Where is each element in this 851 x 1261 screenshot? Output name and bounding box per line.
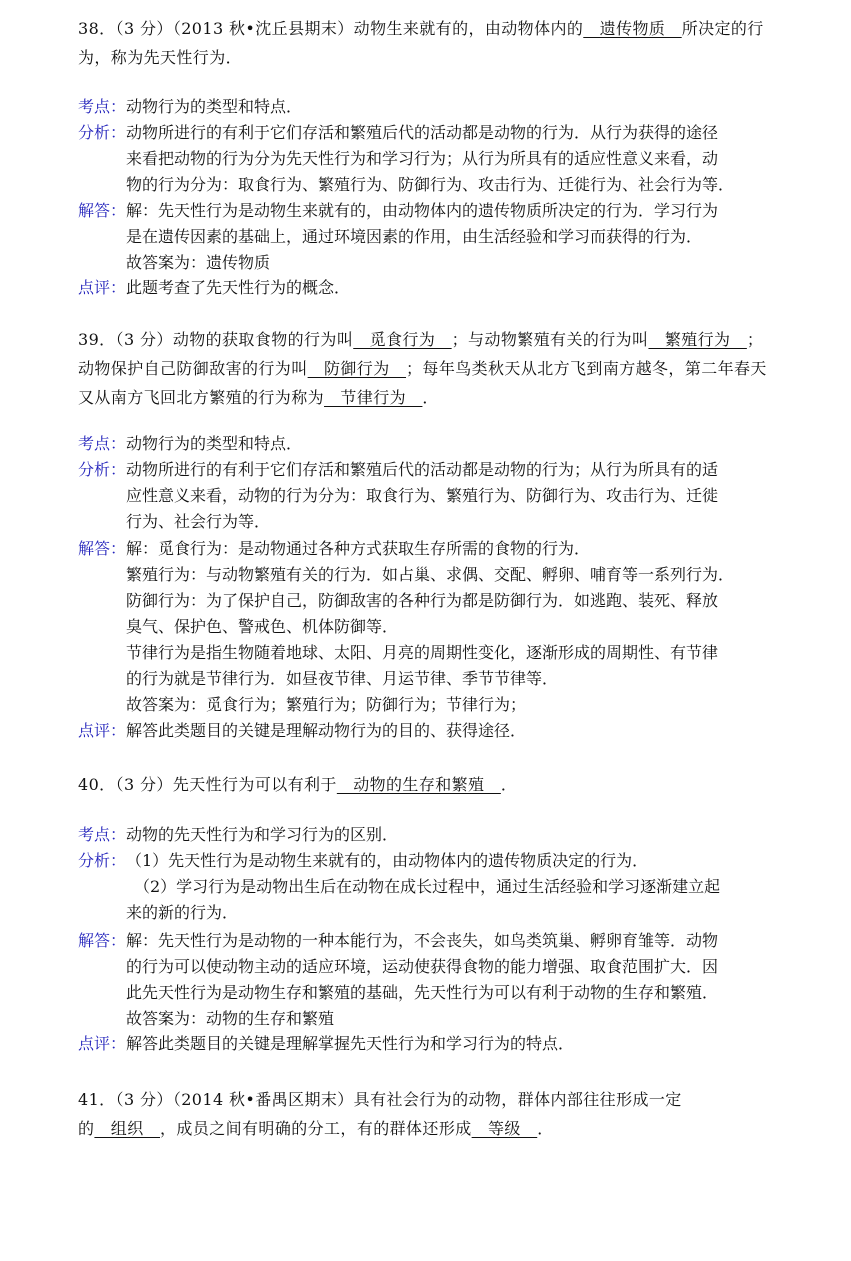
fenxi-line: （2）学习行为是动物出生后在动物在成长过程中，通过生活经验和学习逐渐建立起 — [134, 877, 721, 896]
fenxi-line: 动物所进行的有利于它们存活和繁殖后代的活动都是动物的行为．从行为获得的途径 — [126, 123, 719, 142]
stem-text: 38．（3 分）（2013 秋•沈丘县期末）动物生来就有的，由动物体内的 — [78, 19, 584, 38]
q39-fenxi — [78, 457, 778, 535]
stem-text: ；与动物繁殖有关的行为叫 — [451, 330, 649, 349]
question-40-stem — [78, 770, 778, 799]
fenxi-line: 来看把动物的行为分为先天性行为和学习行为；从行为所具有的适应性意义来看，动 — [126, 149, 719, 168]
q38-dianping — [78, 275, 778, 301]
dianping-label: 点评： — [78, 278, 127, 297]
answer-blank: 遗传物质 — [583, 19, 682, 38]
question-39-stem — [78, 325, 778, 412]
jieda-line: 故答案为：动物的生存和繁殖 — [126, 1009, 335, 1028]
q39-jieda — [78, 536, 778, 718]
question-38-stem — [78, 14, 778, 72]
answer-blank: 觅食行为 — [353, 330, 452, 349]
q40-kaodian — [78, 822, 778, 848]
jieda-label: 解答： — [78, 201, 127, 220]
fenxi-label: 分析： — [78, 460, 127, 479]
fenxi-line: 物的行为分为：取食行为、繁殖行为、防御行为、攻击行为、迁徙行为、社会行为等． — [126, 175, 735, 194]
dianping-text: 解答此类题目的关键是理解掌握先天性行为和学习行为的特点． — [126, 1034, 575, 1053]
answer-blank: 组织 — [94, 1119, 161, 1138]
jieda-line: 解：觅食行为：是动物通过各种方式获取生存所需的食物的行为． — [126, 539, 591, 558]
jieda-line: 解：先天性行为是动物的一种本能行为，不会丧失，如鸟类筑巢、孵卵育雏等．动物 — [126, 931, 719, 950]
answer-blank: 繁殖行为 — [648, 330, 747, 349]
stem-text: 所决定的行为，称为先天性行为． — [78, 19, 764, 67]
q40-dianping — [78, 1031, 778, 1057]
jieda-line: 故答案为：觅食行为；繁殖行为；防御行为；节律行为； — [126, 695, 527, 714]
q39-kaodian — [78, 431, 778, 457]
q38-fenxi — [78, 120, 778, 198]
jieda-line: 臭气、保护色、警戒色、机体防御等． — [126, 617, 399, 636]
jieda-line: 繁殖行为：与动物繁殖有关的行为．如占巢、求偶、交配、孵卵、哺育等一系列行为． — [126, 565, 735, 584]
stem-text: 40．（3 分）先天性行为可以有利于 — [78, 775, 337, 794]
jieda-label: 解答： — [78, 931, 127, 950]
stem-text: ；每年鸟类秋天从北方飞到南方越冬，第二年春天又从南方飞回北方繁殖的行为称为 — [78, 359, 767, 407]
fenxi-label: 分析： — [78, 123, 127, 142]
dianping-label: 点评： — [78, 1034, 127, 1053]
q38-kaodian — [78, 94, 778, 120]
jieda-label: 解答： — [78, 539, 127, 558]
q38-jieda — [78, 198, 778, 276]
q39-dianping — [78, 718, 778, 744]
jieda-line: 此先天性行为是动物生存和繁殖的基础，先天性行为可以有利于动物的生存和繁殖． — [126, 983, 719, 1002]
stem-text: ． — [422, 388, 439, 407]
stem-text: ． — [537, 1119, 554, 1138]
answer-blank: 等级 — [471, 1119, 538, 1138]
answer-blank: 防御行为 — [307, 359, 407, 378]
q40-jieda — [78, 928, 778, 1032]
kaodian-label: 考点： — [78, 825, 127, 844]
stem-text: 41．（3 分）（2014 秋•番禺区期末）具有社会行为的动物，群体内部往往形成一定的 — [78, 1090, 682, 1138]
fenxi-line: 应性意义来看，动物的行为分为：取食行为、繁殖行为、防御行为、攻击行为、迁徙 — [126, 486, 719, 505]
fenxi-line: （1）先天性行为是动物生来就有的，由动物体内的遗传物质决定的行为． — [126, 851, 649, 870]
dianping-text: 此题考查了先天性行为的概念． — [126, 278, 351, 297]
dianping-label: 点评： — [78, 721, 127, 740]
dianping-text: 解答此类题目的关键是理解动物行为的目的、获得途径． — [126, 721, 527, 740]
stem-text: ． — [500, 775, 518, 794]
jieda-line: 的行为就是节律行为．如昼夜节律、月运节律、季节节律等． — [126, 669, 559, 688]
kaodian-text: 动物行为的类型和特点． — [126, 97, 303, 116]
q40-fenxi — [78, 848, 778, 926]
stem-text: ；动物保护自己防御敌害的行为叫 — [78, 330, 764, 378]
kaodian-label: 考点： — [78, 97, 127, 116]
fenxi-line: 动物所进行的有利于它们存活和繁殖后代的活动都是动物的行为；从行为所具有的适 — [126, 460, 719, 479]
kaodian-label: 考点： — [78, 434, 127, 453]
jieda-line: 故答案为：遗传物质 — [126, 253, 271, 272]
jieda-line: 节律行为是指生物随着地球、太阳、月亮的周期性变化，逐渐形成的周期性、有节律 — [126, 643, 719, 662]
answer-blank: 动物的生存和繁殖 — [336, 775, 501, 794]
jieda-line: 防御行为：为了保护自己，防御敌害的各种行为都是防御行为．如逃跑、装死、释放 — [126, 591, 719, 610]
kaodian-text: 动物行为的类型和特点． — [126, 434, 303, 453]
stem-text: ，成员之间有明确的分工，有的群体还形成 — [160, 1119, 472, 1138]
kaodian-text: 动物的先天性行为和学习行为的区别． — [126, 825, 399, 844]
jieda-line: 解：先天性行为是动物生来就有的，由动物体内的遗传物质所决定的行为．学习行为 — [126, 201, 719, 220]
stem-text: 39．（3 分）动物的获取食物的行为叫 — [78, 330, 354, 349]
jieda-line: 的行为可以使动物主动的适应环境，运动使获得食物的能力增强、取食范围扩大．因 — [126, 957, 719, 976]
answer-blank: 节律行为 — [324, 388, 423, 407]
fenxi-line: 行为、社会行为等． — [126, 512, 271, 531]
question-41-stem — [78, 1085, 778, 1143]
fenxi-line: 来的新的行为． — [126, 903, 239, 922]
jieda-line: 是在遗传因素的基础上，通过环境因素的作用，由生活经验和学习而获得的行为． — [126, 227, 703, 246]
fenxi-label: 分析： — [78, 851, 127, 870]
